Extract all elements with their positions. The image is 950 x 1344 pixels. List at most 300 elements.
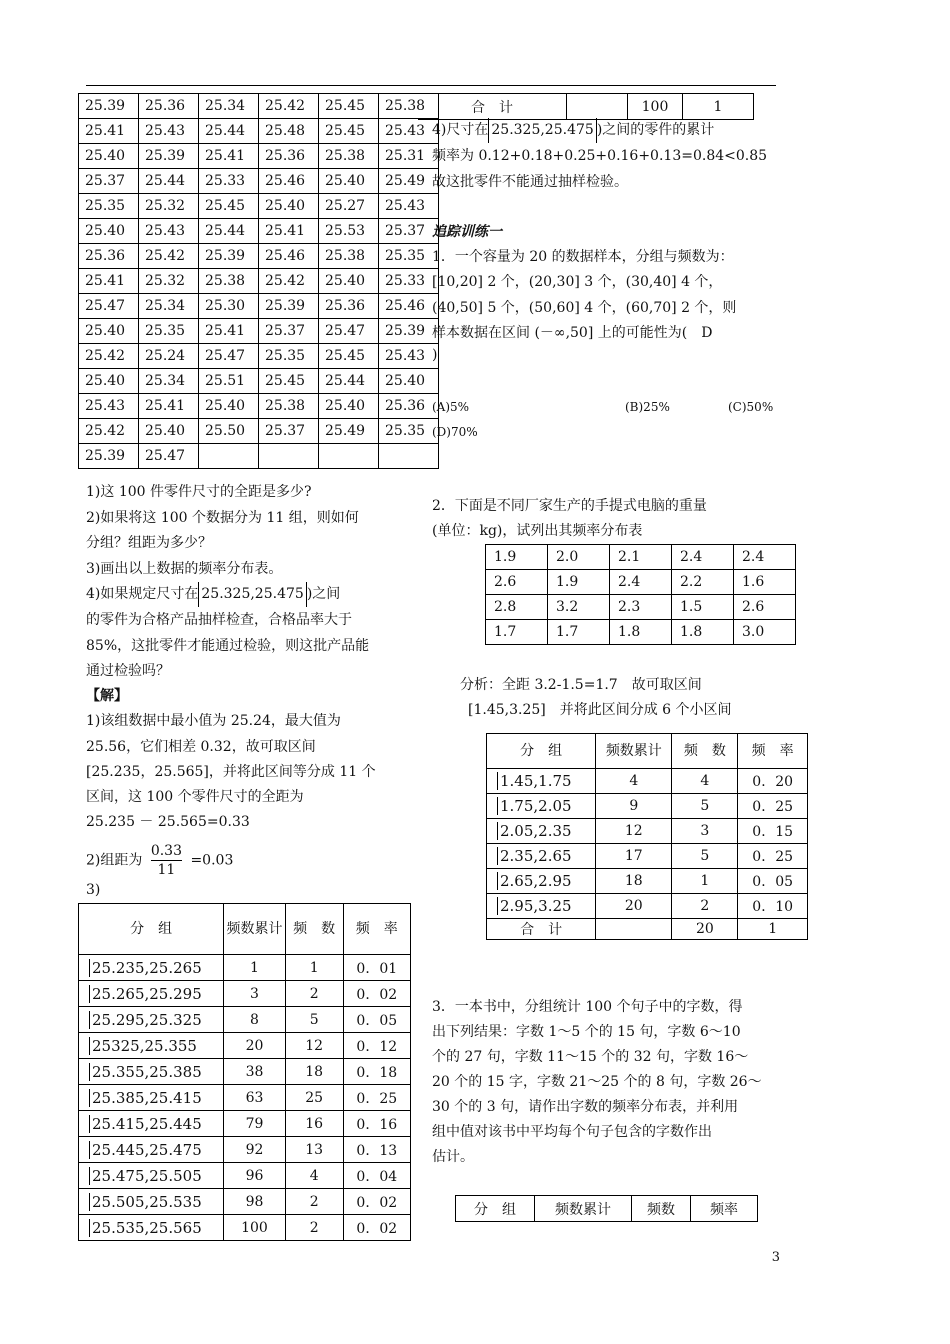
page-number: 3 [771,1250,780,1265]
total-freq: 1 [683,94,754,120]
interval: 2.95,3.25 [497,897,574,915]
total-label: 合 计 [418,94,567,120]
total-freq: 1 [738,919,808,940]
value-cell: 9 [596,794,672,819]
data-row [79,194,439,219]
weight-cell: 3.0 [734,620,796,645]
question-4c: 85%，这批零件才能通过检验，则这批产品能 [86,638,370,654]
interval: 25.265,25.295 [89,985,204,1003]
interval-cell [79,1163,224,1189]
fraction-numerator: 0.33 [150,843,182,859]
value-cell: 16 [285,1111,343,1137]
data-row [79,444,439,469]
question-4a: 4)如果规定尺寸在 25.325,25.475 )之间 [86,582,340,607]
weights-row [486,620,796,645]
data-cell: 25.34 [139,369,199,394]
table-row [79,1137,411,1163]
data-cell: 25.44 [199,219,259,244]
data-cell: 25.39 [379,319,439,344]
value-cell: 13 [285,1137,343,1163]
weights-row [486,545,796,570]
data-cell: 25.49 [379,169,439,194]
data-cell: 25.46 [259,244,319,269]
interval-cell [79,955,224,981]
data-row [79,319,439,344]
question-2a: 2)如果将这 100 个数据分为 11 组，则如何 [86,510,359,526]
value-cell: 0．02 [343,981,410,1007]
data-cell: 25.35 [139,319,199,344]
value-cell: 2 [672,894,738,919]
table-row [487,769,808,794]
data-cell: 25.35 [259,344,319,369]
raw-data-table [78,93,439,469]
data-cell: 25.32 [139,269,199,294]
q3-line-4: 20 个的 15 字，字数 21～25 个的 8 句，字数 26～ [432,1074,762,1090]
value-cell: 0．20 [738,769,808,794]
value-cell: 20 [224,1033,286,1059]
column-header: 频率 [691,1196,758,1222]
total-label: 合 计 [487,919,596,940]
data-cell: 25.40 [199,394,259,419]
data-cell: 25.39 [199,244,259,269]
data-row [79,144,439,169]
weight-cell: 2.2 [672,570,734,595]
weight-cell: 1.8 [672,620,734,645]
weights-row [486,570,796,595]
analysis-1: 分析：全距 3.2-1.5=1.7 故可取区间 [460,677,702,693]
data-cell: 25.43 [379,119,439,144]
column-header: 分 组 [79,904,224,955]
data-cell: 25.35 [379,244,439,269]
weights-row [486,595,796,620]
practice-title: 追踪训练一 [432,224,502,240]
interval: 25.475,25.505 [89,1167,204,1185]
data-cell: 25.40 [319,169,379,194]
data-cell: 25.37 [379,219,439,244]
solution-line-5: 25.235 － 25.565=0.33 [86,814,250,830]
data-cell: 25.40 [79,144,139,169]
data-cell: 25.40 [139,419,199,444]
data-row [79,269,439,294]
data-cell: 25.40 [79,369,139,394]
total-count: 100 [628,94,683,120]
data-cell: 25.45 [259,369,319,394]
header-rule [86,85,776,86]
column-header: 频数累计 [596,734,672,769]
data-row [79,394,439,419]
column-header: 分 组 [456,1196,535,1222]
column-header: 频 数 [285,904,343,955]
weight-cell: 1.7 [486,620,548,645]
q3-line-7: 估计。 [432,1149,474,1165]
value-cell: 0．18 [343,1059,410,1085]
total-row [487,919,808,940]
data-cell [199,444,259,469]
solution-line-7: 3) [86,882,101,898]
data-cell: 25.41 [199,319,259,344]
table-row [487,794,808,819]
data-cell: 25.42 [79,419,139,444]
weight-cell: 1.5 [672,595,734,620]
weight-cell: 2.8 [486,595,548,620]
data-cell: 25.41 [199,144,259,169]
value-cell: 98 [224,1189,286,1215]
question-3: 3)画出以上数据的频率分布表。 [86,561,283,577]
value-cell: 100 [224,1215,286,1241]
data-cell: 25.41 [259,219,319,244]
data-cell: 25.43 [139,119,199,144]
value-cell: 0．15 [738,819,808,844]
data-cell: 25.45 [319,344,379,369]
solution-line-4: 区间，这 100 个零件尺寸的全距为 [86,789,304,805]
q3-line-2: 出下列结果：字数 1～5 个的 15 句，字数 6～10 [432,1024,741,1040]
frequency-table-2 [486,733,808,940]
data-cell: 25.43 [139,219,199,244]
data-cell: 25.36 [379,394,439,419]
value-cell: 4 [285,1163,343,1189]
right-line-2: 频率为 0.12+0.18+0.25+0.16+0.13=0.84<0.85 [432,148,768,164]
data-cell: 25.30 [199,294,259,319]
data-row [79,419,439,444]
frequency-table-1 [78,903,411,1241]
data-cell: 25.40 [379,369,439,394]
value-cell: 96 [224,1163,286,1189]
data-cell: 25.33 [379,269,439,294]
data-cell: 25.44 [199,119,259,144]
data-cell: 25.47 [139,444,199,469]
weight-cell: 1.8 [610,620,672,645]
solution-line-3: [25.235，25.565]，并将此区间等分成 11 个 [86,764,376,780]
column-header: 频数累计 [224,904,286,955]
data-row [79,219,439,244]
data-cell: 25.36 [79,244,139,269]
data-cell: 25.36 [319,294,379,319]
data-cell: 25.24 [139,344,199,369]
interval: 25325,25.355 [89,1037,199,1055]
q3-line-3: 个的 27 句，字数 11～15 个的 32 句，字数 16～ [432,1049,749,1065]
value-cell: 0．25 [738,794,808,819]
data-cell: 25.42 [259,94,319,119]
value-cell: 8 [224,1007,286,1033]
weight-cell: 2.4 [610,570,672,595]
interval-cell [487,794,596,819]
data-cell: 25.39 [259,294,319,319]
practice-1d: 样本数据在区间 (－∞,50] 上的可能性为( D [432,325,713,341]
practice-1e: ) [432,347,438,363]
data-cell: 25.45 [319,94,379,119]
interval-cell [487,769,596,794]
data-row [79,119,439,144]
value-cell: 4 [596,769,672,794]
data-cell: 25.40 [319,394,379,419]
data-cell: 25.53 [319,219,379,244]
column-header: 频 数 [672,734,738,769]
data-cell: 25.39 [139,144,199,169]
data-row [79,294,439,319]
q3-line-1: 3．一本书中，分组统计 100 个句子中的字数，得 [432,999,743,1015]
solution-heading: 【解】 [86,688,128,704]
table-row [79,1007,411,1033]
interval: 25.325,25.475 [198,582,306,607]
interval: 1.45,1.75 [497,772,574,790]
weight-cell: 2.4 [672,545,734,570]
data-cell: 25.36 [139,94,199,119]
table-row [487,819,808,844]
interval-cell [79,1215,224,1241]
value-cell: 0．10 [738,894,808,919]
data-row [79,94,439,119]
q3-line-5: 30 个的 3 句，请作出字数的频率分布表，并利用 [432,1099,739,1115]
value-cell: 0．13 [343,1137,410,1163]
value-cell: 1 [672,869,738,894]
data-cell: 25.48 [259,119,319,144]
value-cell: 20 [596,894,672,919]
interval: 1.75,2.05 [497,797,574,815]
value-cell: 12 [596,819,672,844]
interval-cell [487,869,596,894]
fraction-denominator: 11 [157,862,176,878]
value-cell: 5 [672,794,738,819]
interval-cell [79,1007,224,1033]
column-header: 分 组 [487,734,596,769]
weight-cell: 2.1 [610,545,672,570]
data-cell: 25.39 [79,444,139,469]
data-cell: 25.44 [319,369,379,394]
value-cell: 17 [596,844,672,869]
value-cell: 1 [285,955,343,981]
table-row [79,1189,411,1215]
value-cell: 5 [285,1007,343,1033]
option-d: (D)70% [432,425,478,439]
value-cell: 3 [672,819,738,844]
data-row [79,344,439,369]
interval: 25.385,25.415 [89,1089,204,1107]
header-row [79,904,411,955]
weight-cell: 3.2 [548,595,610,620]
value-cell: 0．16 [343,1111,410,1137]
practice-1c: (40,50] 5 个，(50,60] 4 个，(60,70] 2 个，则 [432,300,737,316]
total-count: 20 [672,919,738,940]
data-cell: 25.45 [199,194,259,219]
value-cell: 0．04 [343,1163,410,1189]
weights-table [485,544,796,645]
data-cell: 25.44 [139,169,199,194]
interval-cell [487,894,596,919]
weight-cell: 1.9 [486,545,548,570]
value-cell: 2 [285,1189,343,1215]
data-cell: 25.41 [79,269,139,294]
question-2b: 分组？组距为多少？ [86,535,212,551]
value-cell: 4 [672,769,738,794]
data-cell: 25.35 [79,194,139,219]
question-4d: 通过检验吗？ [86,663,170,679]
data-cell: 25.41 [79,119,139,144]
interval-cell [79,981,224,1007]
data-cell: 25.35 [379,419,439,444]
interval: 25.415,25.445 [89,1115,204,1133]
data-row [79,369,439,394]
interval-cell [79,1033,224,1059]
practice-1a: 1．一个容量为 20 的数据样本，分组与频数为： [432,249,734,265]
practice-1b: [10,20] 2 个，(20,30] 3 个，(30,40] 4 个， [432,274,723,290]
interval-cell [487,819,596,844]
data-cell: 25.37 [259,419,319,444]
analysis-2: [1.45,3.25] 并将此区间分成 6 个小区间 [468,702,732,718]
value-cell: 79 [224,1111,286,1137]
data-cell: 25.38 [199,269,259,294]
weight-cell: 2.6 [734,595,796,620]
column-header: 频数 [632,1196,691,1222]
weight-cell: 2.0 [548,545,610,570]
value-cell: 38 [224,1059,286,1085]
value-cell: 92 [224,1137,286,1163]
value-cell: 1 [224,955,286,981]
value-cell: 0．05 [738,869,808,894]
q3-table [455,1195,758,1222]
value-cell: 0．12 [343,1033,410,1059]
data-cell: 25.46 [259,169,319,194]
table-row [79,1163,411,1189]
total-blank [596,919,672,940]
solution-line-2: 25.56，它们相差 0.32，故可取区间 [86,739,316,755]
data-cell: 25.42 [259,269,319,294]
data-cell: 25.38 [259,394,319,419]
data-cell: 25.40 [319,269,379,294]
interval: 25.295,25.325 [89,1011,204,1029]
table-row [79,1033,411,1059]
data-cell: 25.34 [199,94,259,119]
data-cell: 25.47 [79,294,139,319]
class-width-line: 2)组距为 $\frac{0.33}{11}$ =0.03 [86,843,234,878]
data-cell: 25.47 [199,344,259,369]
table-row [487,894,808,919]
interval: 25.235,25.265 [89,959,204,977]
table-row [79,1215,411,1241]
interval-cell [79,1085,224,1111]
data-cell: 25.42 [79,344,139,369]
header-row [456,1196,758,1222]
data-cell [319,444,379,469]
total-blank [567,94,628,120]
data-cell: 25.41 [139,394,199,419]
data-cell: 25.50 [199,419,259,444]
interval-cell [79,1059,224,1085]
table-row [79,1085,411,1111]
interval: 25.505,25.535 [89,1193,204,1211]
value-cell: 12 [285,1033,343,1059]
interval: 25.535,25.565 [89,1219,204,1237]
interval-cell [79,1189,224,1215]
data-cell: 25.37 [79,169,139,194]
interval-cell [79,1111,224,1137]
weight-cell: 1.7 [548,620,610,645]
value-cell: 2 [285,981,343,1007]
data-cell: 25.37 [259,319,319,344]
value-cell: 18 [285,1059,343,1085]
data-cell: 25.27 [319,194,379,219]
q3-line-6: 组中值对该书中平均每个句子包含的字数作出 [432,1124,712,1140]
practice-2b: (单位：kg)，试列出其频率分布表 [432,523,643,539]
table-row [79,981,411,1007]
data-cell: 25.46 [379,294,439,319]
right-line-3: 故这批零件不能通过抽样检验。 [432,174,628,190]
data-cell: 25.31 [379,144,439,169]
interval-cell [487,844,596,869]
data-cell [259,444,319,469]
option-c: (C)50% [728,400,774,414]
total-row-table [418,93,754,120]
interval: 2.65,2.95 [497,872,574,890]
table-row [487,869,808,894]
data-cell: 25.38 [379,94,439,119]
weight-cell: 2.3 [610,595,672,620]
value-cell: 25 [285,1085,343,1111]
data-cell: 25.40 [79,219,139,244]
value-cell: 5 [672,844,738,869]
interval: 25.445,25.475 [89,1141,204,1159]
weight-cell: 1.9 [548,570,610,595]
column-header: 频 率 [343,904,410,955]
question-4b: 的零件为合格产品抽样检查，合格品率大于 [86,612,352,628]
weight-cell: 2.4 [734,545,796,570]
data-cell: 25.40 [259,194,319,219]
data-row [79,169,439,194]
table-row [79,1111,411,1137]
value-cell: 0．25 [343,1085,410,1111]
data-row [79,244,439,269]
question-1: 1)这 100 件零件尺寸的全距是多少? [86,484,312,500]
data-cell: 25.32 [139,194,199,219]
right-line-1: 4)尺寸在 25.325,25.475 )之间的零件的累计 [432,118,714,143]
data-cell: 25.47 [319,319,379,344]
data-cell: 25.45 [319,119,379,144]
interval: 2.35,2.65 [497,847,574,865]
data-cell: 25.33 [199,169,259,194]
value-cell: 0．01 [343,955,410,981]
column-header: 频数累计 [535,1196,632,1222]
value-cell: 0．02 [343,1215,410,1241]
data-cell: 25.42 [139,244,199,269]
weight-cell: 2.6 [486,570,548,595]
solution-line-1: 1)该组数据中最小值为 25.24，最大值为 [86,713,341,729]
data-cell [379,444,439,469]
data-cell: 25.51 [199,369,259,394]
data-cell: 25.43 [379,194,439,219]
data-cell: 25.49 [319,419,379,444]
value-cell: 3 [224,981,286,1007]
value-cell: 2 [285,1215,343,1241]
table-row [79,955,411,981]
data-cell: 25.36 [259,144,319,169]
data-cell: 25.40 [79,319,139,344]
header-row [487,734,808,769]
value-cell: 0．02 [343,1189,410,1215]
data-cell: 25.39 [79,94,139,119]
column-header: 频 率 [738,734,808,769]
data-cell: 25.38 [319,244,379,269]
table-row [79,1059,411,1085]
data-cell: 25.43 [379,344,439,369]
practice-2a: 2．下面是不同厂家生产的手提式电脑的重量 [432,498,707,514]
interval: 2.05,2.35 [497,822,574,840]
option-a: (A)5% [432,400,470,414]
weight-cell: 1.6 [734,570,796,595]
data-cell: 25.34 [139,294,199,319]
value-cell: 0．05 [343,1007,410,1033]
value-cell: 0．25 [738,844,808,869]
data-cell: 25.38 [319,144,379,169]
option-b: (B)25% [625,400,670,414]
